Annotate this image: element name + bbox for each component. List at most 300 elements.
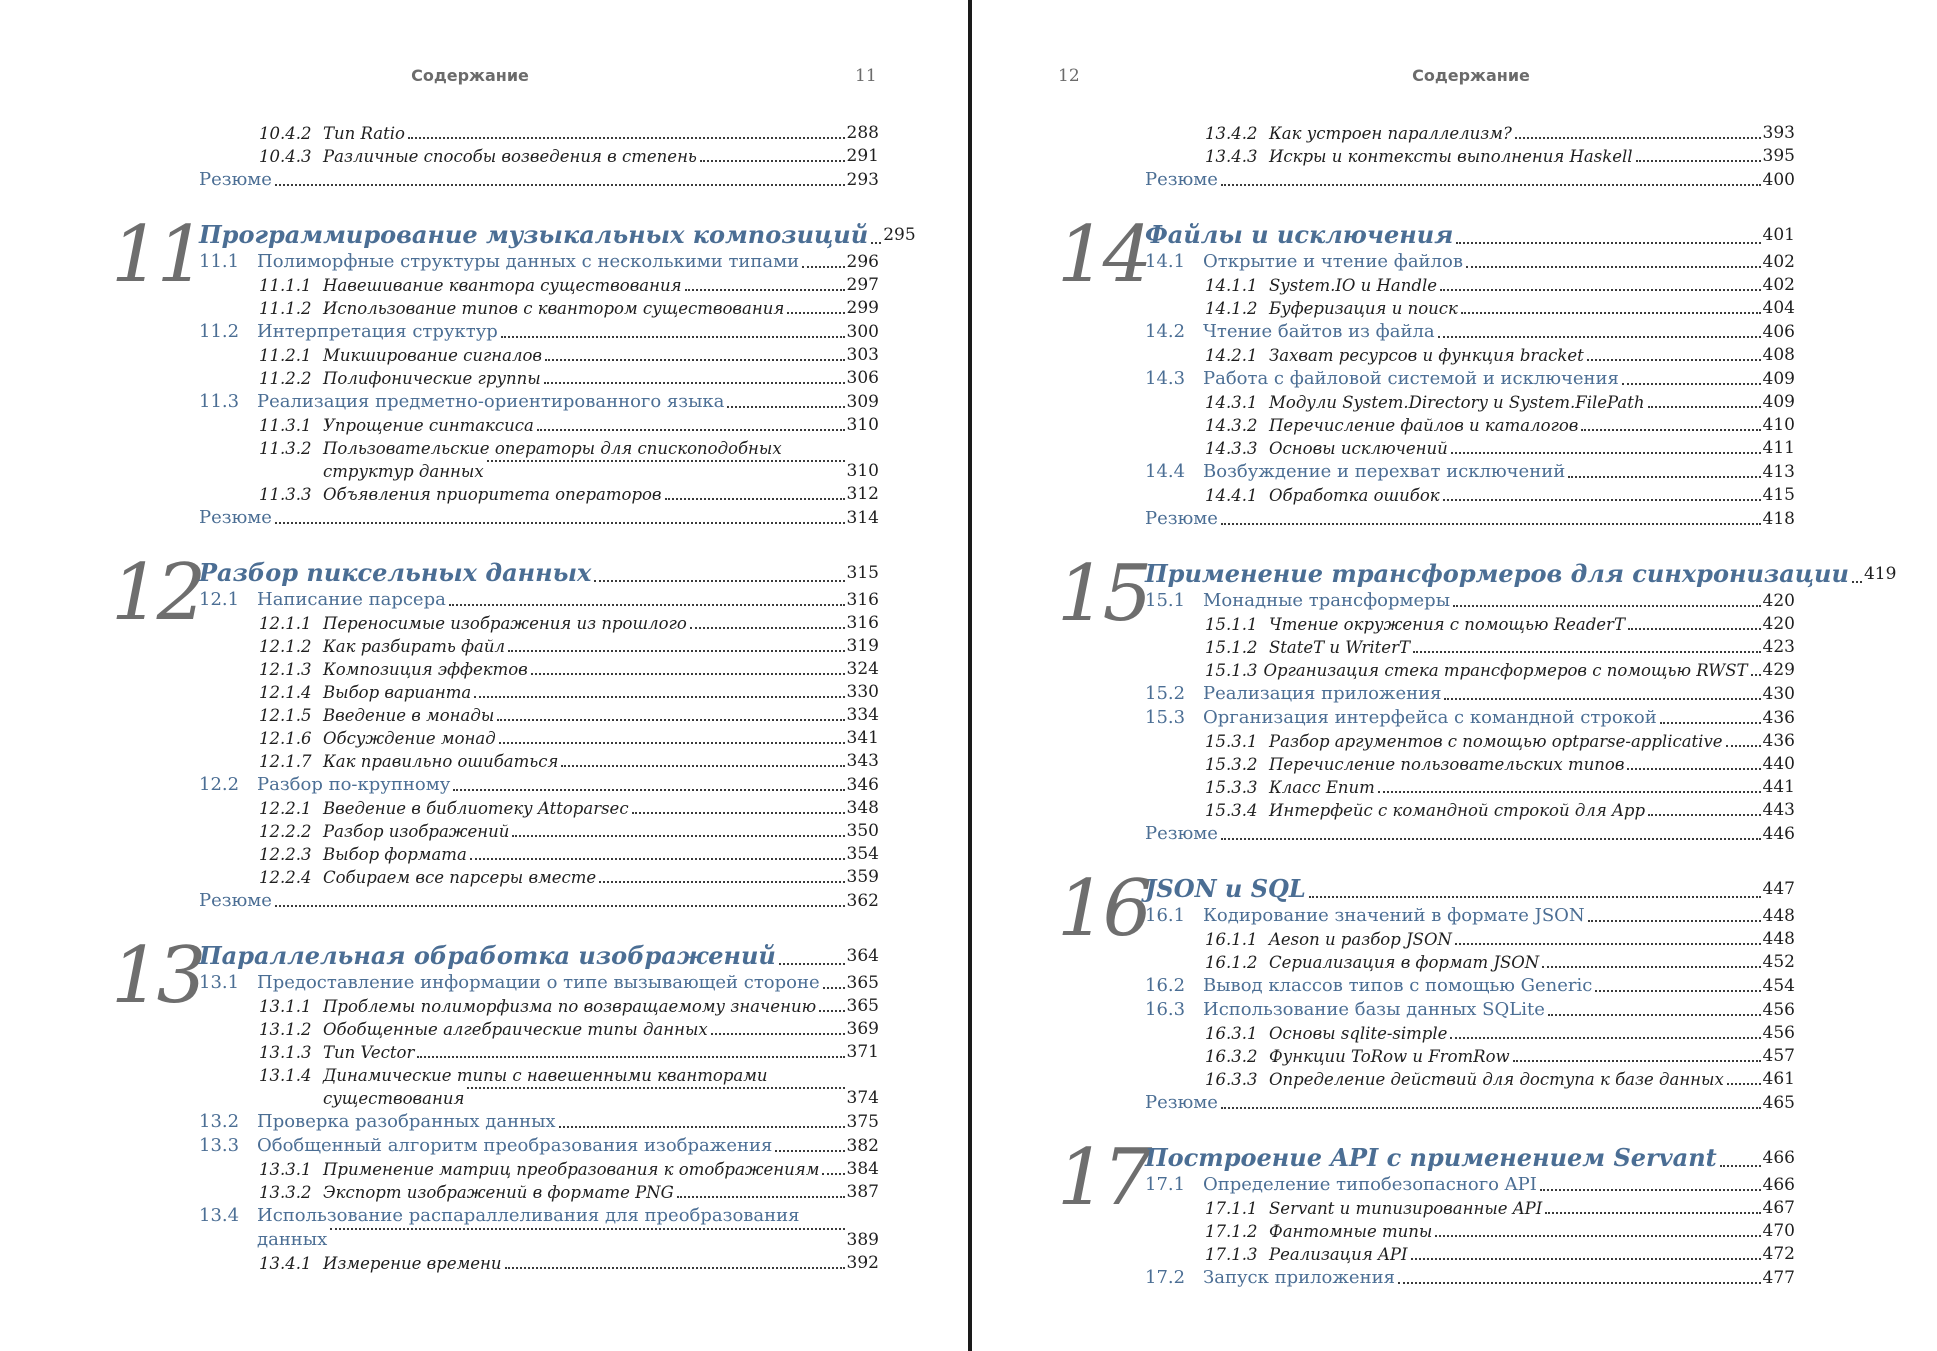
entry-number: 11.2.1 bbox=[259, 346, 312, 365]
entry-number: 12.1.7 bbox=[259, 752, 312, 771]
entry-title: Введение в монады bbox=[323, 706, 495, 725]
toc-entry-subsection[interactable] bbox=[1145, 484, 1795, 507]
entry-number: 15.1.3 bbox=[1205, 661, 1258, 680]
chapter-title[interactable] bbox=[1145, 559, 1897, 589]
dot-leader bbox=[561, 765, 844, 767]
entry-page: 359 bbox=[846, 867, 879, 887]
dot-leader bbox=[537, 429, 845, 431]
entry-page: 452 bbox=[1762, 952, 1795, 972]
entry-number: 14.4 bbox=[1145, 461, 1186, 482]
entry-page: 441 bbox=[1762, 777, 1795, 797]
entry-number: 15.2 bbox=[1145, 683, 1186, 704]
toc-entry-subsection[interactable] bbox=[1145, 636, 1795, 659]
entry-number: 13.4.2 bbox=[1205, 124, 1258, 143]
entry-title: System.IO и Handle bbox=[1269, 276, 1437, 295]
chapter-block bbox=[111, 210, 916, 530]
entry-number: 13.2 bbox=[199, 1111, 240, 1132]
table-of-contents bbox=[1057, 122, 1897, 1290]
entry-title: Проблемы полиморфизма по возвращаемому значению bbox=[323, 997, 817, 1016]
dot-leader bbox=[1648, 814, 1761, 816]
entry-title-cont: существования bbox=[323, 1089, 465, 1108]
toc-entry-subsection[interactable] bbox=[199, 1252, 879, 1275]
page-number: 12 bbox=[1058, 66, 1080, 86]
entry-number: 12.2.1 bbox=[259, 799, 312, 818]
chapter-number: 17 bbox=[1057, 1133, 1149, 1223]
entry-title: Проверка разобранных данных bbox=[257, 1111, 556, 1132]
entry-number: 17.2 bbox=[1145, 1267, 1186, 1288]
chapter-title[interactable] bbox=[1145, 874, 1795, 904]
toc-entry-summary[interactable] bbox=[199, 506, 879, 530]
entry-title: Обработка ошибок bbox=[1269, 486, 1440, 505]
entry-page: 362 bbox=[846, 891, 879, 911]
entry-page: 443 bbox=[1762, 800, 1795, 820]
toc-entry-subsection[interactable] bbox=[1145, 776, 1795, 799]
chapter-title-text: Построение API с применением Servant bbox=[1145, 1143, 1717, 1172]
entry-page: 375 bbox=[846, 1112, 879, 1132]
entry-page: 288 bbox=[846, 123, 879, 143]
toc-entry-section[interactable] bbox=[199, 773, 879, 797]
toc-entry-subsection[interactable] bbox=[199, 145, 879, 168]
toc-entry-section[interactable] bbox=[199, 1110, 879, 1134]
dot-leader bbox=[453, 789, 844, 791]
entry-page: 314 bbox=[846, 508, 879, 528]
chapter-title-text: JSON и SQL bbox=[1145, 874, 1306, 903]
toc-entry-subsection[interactable] bbox=[1145, 344, 1795, 367]
entry-title: Открытие и чтение файлов bbox=[1203, 251, 1463, 272]
toc-entry-subsection[interactable] bbox=[1145, 391, 1795, 414]
toc-entry-subsection[interactable] bbox=[199, 122, 879, 145]
entry-number: 11.2.2 bbox=[259, 369, 312, 388]
entry-title: Tun Vector bbox=[323, 1043, 415, 1062]
chapter-title[interactable] bbox=[199, 220, 916, 250]
chapter-title-text: Параллельная обработка изображений bbox=[199, 941, 776, 970]
entry-title: Резюме bbox=[199, 890, 272, 911]
entry-number: 10.4.2 bbox=[259, 124, 312, 143]
entry-title: Различные способы возведения в степень bbox=[323, 147, 697, 166]
dot-leader bbox=[467, 1087, 844, 1089]
entry-title: Разбор по-крупному bbox=[257, 774, 451, 795]
toc-entry-subsection[interactable] bbox=[1145, 414, 1795, 437]
dot-leader bbox=[1540, 1189, 1761, 1191]
entry-page: 457 bbox=[1762, 1046, 1795, 1066]
toc-entry-subsection[interactable] bbox=[199, 1018, 879, 1041]
entry-number: 15.3.2 bbox=[1205, 755, 1258, 774]
entry-page: 346 bbox=[846, 775, 879, 795]
entry-page: 472 bbox=[1762, 1244, 1795, 1264]
toc-entry-section[interactable] bbox=[199, 971, 879, 995]
dot-leader bbox=[677, 1196, 845, 1198]
entry-title: Навешивание квантора существования bbox=[323, 276, 682, 295]
dot-leader bbox=[1581, 429, 1760, 431]
toc-entry-section[interactable] bbox=[199, 320, 879, 344]
entry-number: 15.1 bbox=[1145, 590, 1186, 611]
entry-page: 310 bbox=[846, 461, 879, 481]
entry-page: 408 bbox=[1762, 345, 1795, 365]
entry-page: 316 bbox=[846, 590, 879, 610]
toc-entry-subsection[interactable] bbox=[199, 414, 879, 437]
entry-number: 12.1 bbox=[199, 589, 240, 610]
entry-title: Собираем все парсеры вместе bbox=[323, 868, 597, 887]
entry-title: Работа с файловой системой и исключения bbox=[1203, 368, 1619, 389]
entry-page: 423 bbox=[1762, 637, 1795, 657]
entry-title: Предоставление информации о типе вызывающей стороне bbox=[257, 972, 820, 993]
dot-leader bbox=[1451, 452, 1761, 454]
entry-line bbox=[259, 460, 879, 483]
toc-entry-summary[interactable] bbox=[1145, 822, 1795, 846]
dot-leader bbox=[1443, 499, 1761, 501]
toc-entry-subsection[interactable] bbox=[199, 635, 879, 658]
toc-entry-section[interactable] bbox=[1145, 460, 1795, 484]
entry-title: Обобщенные алгебраические типы данных bbox=[323, 1020, 708, 1039]
entry-title: Измерение времени bbox=[323, 1254, 502, 1273]
running-title: Содержание bbox=[1412, 66, 1530, 85]
entry-number: 11.3.3 bbox=[259, 485, 312, 504]
entry-page: 374 bbox=[846, 1088, 879, 1108]
toc-entry-section[interactable] bbox=[1145, 1266, 1795, 1290]
toc-entry-subsection[interactable] bbox=[1145, 1045, 1795, 1068]
dot-leader bbox=[499, 742, 845, 744]
toc-entry-section[interactable] bbox=[1145, 998, 1795, 1022]
entry-page: 415 bbox=[1762, 485, 1795, 505]
chapter-title-text: Разбор пиксельных данных bbox=[199, 558, 592, 587]
toc-entry-summary[interactable] bbox=[199, 168, 879, 192]
entry-number: 13.4.1 bbox=[259, 1254, 312, 1273]
entry-title: Интерпретация структур bbox=[257, 321, 498, 342]
dot-leader bbox=[819, 1010, 844, 1012]
entry-title: Захват ресурсов и функция bracket bbox=[1269, 346, 1584, 365]
toc-entry-section[interactable] bbox=[1145, 367, 1795, 391]
dot-leader bbox=[665, 498, 845, 500]
dot-leader bbox=[1727, 1083, 1761, 1085]
entry-page: 389 bbox=[846, 1230, 879, 1250]
chapter-page: 295 bbox=[883, 225, 916, 245]
toc-entry-subsection[interactable] bbox=[1145, 928, 1795, 951]
entry-title: Выбор варианта bbox=[323, 683, 472, 702]
toc-entry-subsection[interactable] bbox=[199, 483, 879, 506]
chapter-number: 13 bbox=[111, 931, 203, 1021]
dot-leader bbox=[1587, 359, 1761, 361]
toc-entry-subsection[interactable] bbox=[1145, 122, 1795, 145]
entry-page: 395 bbox=[1762, 146, 1795, 166]
entry-page: 409 bbox=[1762, 392, 1795, 412]
entry-title: Интерфейс с командной строкой для App bbox=[1269, 801, 1646, 820]
dot-leader bbox=[1440, 289, 1761, 291]
dot-leader bbox=[1852, 581, 1862, 583]
entry-page: 303 bbox=[846, 345, 879, 365]
entry-page: 402 bbox=[1762, 275, 1795, 295]
dot-leader bbox=[1438, 336, 1761, 338]
toc-entry-section[interactable] bbox=[199, 390, 879, 414]
toc-entry-subsection[interactable] bbox=[199, 681, 879, 704]
entry-page: 420 bbox=[1762, 614, 1795, 634]
toc-entry-section[interactable] bbox=[1145, 250, 1795, 274]
entry-page: 400 bbox=[1762, 170, 1795, 190]
entry-page: 418 bbox=[1762, 509, 1795, 529]
entry-title: Применение матриц преобразования к отображениям bbox=[323, 1160, 820, 1179]
toc-entry-subsection[interactable] bbox=[199, 437, 879, 483]
dot-leader bbox=[408, 137, 845, 139]
entry-number: 14.2 bbox=[1145, 321, 1186, 342]
toc-entry-subsection[interactable] bbox=[199, 704, 879, 727]
toc-entry-subsection[interactable] bbox=[199, 995, 879, 1018]
entry-line bbox=[259, 1087, 879, 1110]
entry-title: Резюме bbox=[1145, 508, 1218, 529]
dot-leader bbox=[1720, 1165, 1761, 1167]
running-title: Содержание bbox=[411, 66, 529, 85]
toc-entry-subsection[interactable] bbox=[199, 727, 879, 750]
dot-leader bbox=[474, 696, 844, 698]
entry-number: 11.1.1 bbox=[259, 276, 312, 295]
dot-leader bbox=[1411, 1258, 1761, 1260]
toc-entry-summary[interactable] bbox=[1145, 168, 1795, 192]
entry-number: 16.1 bbox=[1145, 905, 1186, 926]
toc-entry-subsection[interactable] bbox=[1145, 659, 1795, 682]
chapter-title[interactable] bbox=[1145, 1143, 1795, 1173]
entry-title: Организация интерфейса с командной строкой bbox=[1203, 707, 1657, 728]
dot-leader bbox=[1221, 523, 1761, 525]
chapter-number: 11 bbox=[111, 210, 203, 300]
toc-entry-subsection[interactable] bbox=[199, 297, 879, 320]
entry-number: 12.2.4 bbox=[259, 868, 312, 887]
toc-entry-subsection[interactable] bbox=[199, 1064, 879, 1110]
entry-number: 17.1.2 bbox=[1205, 1222, 1258, 1241]
entry-page: 436 bbox=[1762, 708, 1795, 728]
entry-title: Модули System.Directory и System.FilePath bbox=[1269, 393, 1645, 412]
toc-entry-subsection[interactable] bbox=[1145, 1197, 1795, 1220]
entry-page: 461 bbox=[1762, 1069, 1795, 1089]
entry-number: 15.3 bbox=[1145, 707, 1186, 728]
entry-number: 11.1 bbox=[199, 251, 240, 272]
entry-number: 13.1.3 bbox=[259, 1043, 312, 1062]
chapter-block bbox=[1057, 864, 1795, 1115]
dot-leader bbox=[544, 382, 845, 384]
toc-entry-subsection[interactable] bbox=[1145, 730, 1795, 753]
dot-leader bbox=[1461, 312, 1761, 314]
toc-entry-subsection[interactable] bbox=[1145, 753, 1795, 776]
dot-leader bbox=[1588, 920, 1761, 922]
entry-title: Резюме bbox=[199, 169, 272, 190]
toc-entry-section[interactable] bbox=[199, 1204, 879, 1252]
entry-title: Переносимые изображения из прошлого bbox=[323, 614, 687, 633]
entry-number: 14.1.2 bbox=[1205, 299, 1258, 318]
toc-entry-section[interactable] bbox=[1145, 904, 1795, 928]
toc-entry-subsection[interactable] bbox=[199, 820, 879, 843]
entry-title: Кодирование значений в формате JSON bbox=[1203, 905, 1585, 926]
entry-page: 384 bbox=[846, 1159, 879, 1179]
dot-leader bbox=[787, 312, 844, 314]
entry-title: Как устроен параллелизм? bbox=[1269, 124, 1512, 143]
toc-entry-subsection[interactable] bbox=[199, 274, 879, 297]
toc-entry-subsection[interactable] bbox=[1145, 1022, 1795, 1045]
dot-leader bbox=[449, 604, 845, 606]
chapter-title-text: Файлы и исключения bbox=[1145, 220, 1454, 249]
toc-entry-subsection[interactable] bbox=[199, 1181, 879, 1204]
toc-entry-subsection[interactable] bbox=[199, 612, 879, 635]
entry-title: Экспорт изображений в формате PNG bbox=[323, 1183, 674, 1202]
entry-number: 11.2 bbox=[199, 321, 240, 342]
chapter-page: 364 bbox=[846, 946, 879, 966]
toc-entry-subsection[interactable] bbox=[199, 750, 879, 773]
chapter-title[interactable] bbox=[199, 558, 879, 588]
entry-title: Резюме bbox=[1145, 1092, 1218, 1113]
entry-title: Tun Ratio bbox=[323, 124, 405, 143]
entry-number: 14.1.1 bbox=[1205, 276, 1258, 295]
entry-number: 14.3.2 bbox=[1205, 416, 1258, 435]
entry-page: 448 bbox=[1762, 929, 1795, 949]
toc-entry-summary[interactable] bbox=[1145, 507, 1795, 531]
toc-entry-section[interactable] bbox=[1145, 320, 1795, 344]
chapter-number: 15 bbox=[1057, 549, 1149, 639]
dot-leader bbox=[1751, 674, 1761, 676]
toc-entry-section[interactable] bbox=[1145, 682, 1795, 706]
entry-title: Резюме bbox=[1145, 823, 1218, 844]
toc-entry-subsection[interactable] bbox=[199, 843, 879, 866]
entry-number: 16.3.2 bbox=[1205, 1047, 1258, 1066]
toc-entry-subsection[interactable] bbox=[1145, 145, 1795, 168]
toc-entry-subsection[interactable] bbox=[1145, 274, 1795, 297]
dot-leader bbox=[871, 242, 881, 244]
entry-page: 324 bbox=[846, 659, 879, 679]
dot-leader bbox=[711, 1033, 845, 1035]
entry-page: 456 bbox=[1762, 1023, 1795, 1043]
entry-page: 440 bbox=[1762, 754, 1795, 774]
dot-leader bbox=[823, 987, 845, 989]
entry-page: 296 bbox=[846, 252, 879, 272]
entry-page: 413 bbox=[1762, 462, 1795, 482]
dot-leader bbox=[599, 881, 844, 883]
dot-leader bbox=[1545, 1212, 1760, 1214]
chapter-title[interactable] bbox=[1145, 220, 1795, 250]
entry-title: Пользовательские операторы для спископодобных bbox=[323, 439, 782, 458]
entry-number: 15.1.2 bbox=[1205, 638, 1258, 657]
toc-entry-summary[interactable] bbox=[199, 889, 879, 913]
entry-title: Возбуждение и перехват исключений bbox=[1203, 461, 1566, 482]
toc-entry-subsection[interactable] bbox=[1145, 613, 1795, 636]
entry-number: 11.3.1 bbox=[259, 416, 312, 435]
dot-leader bbox=[822, 1173, 844, 1175]
entry-number: 16.1.1 bbox=[1205, 930, 1258, 949]
entry-number: 15.3.4 bbox=[1205, 801, 1258, 820]
entry-title: Объявления приоритета операторов bbox=[323, 485, 662, 504]
entry-page: 393 bbox=[1762, 123, 1795, 143]
toc-entry-section[interactable] bbox=[199, 1134, 879, 1158]
dot-leader bbox=[775, 1150, 844, 1152]
entry-page: 430 bbox=[1762, 684, 1795, 704]
entry-number: 15.3.3 bbox=[1205, 778, 1258, 797]
entry-number: 11.1.2 bbox=[259, 299, 312, 318]
dot-leader bbox=[632, 812, 845, 814]
dot-leader bbox=[1595, 990, 1760, 992]
entry-line bbox=[259, 437, 879, 460]
entry-title: Сериализация в формат JSON bbox=[1269, 953, 1540, 972]
entry-number: 12.1.1 bbox=[259, 614, 312, 633]
toc-entry-summary[interactable] bbox=[1145, 1091, 1795, 1115]
dot-leader bbox=[779, 963, 845, 965]
toc-entry-subsection[interactable] bbox=[199, 1041, 879, 1064]
toc-entry-subsection[interactable] bbox=[1145, 1243, 1795, 1266]
entry-title: Организация стека трансформеров с помощью RWST bbox=[1263, 661, 1748, 680]
dot-leader bbox=[1542, 966, 1760, 968]
chapter-number: 12 bbox=[111, 548, 203, 638]
entry-title: Использование типов с квантором существования bbox=[323, 299, 785, 318]
entry-page: 365 bbox=[846, 996, 879, 1016]
toc-entry-subsection[interactable] bbox=[1145, 1220, 1795, 1243]
chapter-block bbox=[111, 548, 879, 913]
dot-leader bbox=[802, 266, 844, 268]
dot-leader bbox=[487, 460, 845, 462]
entry-number: 13.3 bbox=[199, 1135, 240, 1156]
dot-leader bbox=[1309, 896, 1761, 898]
entry-title: Определение действий для доступа к базе данных bbox=[1269, 1070, 1724, 1089]
toc-entry-subsection[interactable] bbox=[199, 866, 879, 889]
dot-leader bbox=[1513, 1060, 1761, 1062]
entry-page: 411 bbox=[1762, 438, 1795, 458]
toc-entry-subsection[interactable] bbox=[199, 367, 879, 390]
entry-page: 330 bbox=[846, 682, 879, 702]
entry-page: 406 bbox=[1762, 322, 1795, 342]
entry-page: 392 bbox=[846, 1253, 879, 1273]
chapter-block bbox=[1057, 210, 1795, 531]
dot-leader bbox=[545, 359, 845, 361]
toc-entry-subsection[interactable] bbox=[1145, 437, 1795, 460]
toc-entry-section[interactable] bbox=[199, 250, 879, 274]
dot-leader bbox=[1221, 1107, 1761, 1109]
entry-number: 16.3 bbox=[1145, 999, 1186, 1020]
entry-title: Реализация API bbox=[1269, 1245, 1408, 1264]
toc-entry-subsection[interactable] bbox=[199, 1158, 879, 1181]
entry-page: 299 bbox=[846, 298, 879, 318]
entry-page: 420 bbox=[1762, 591, 1795, 611]
dot-leader bbox=[685, 289, 845, 291]
toc-entry-subsection[interactable] bbox=[1145, 799, 1795, 822]
toc-entry-subsection[interactable] bbox=[199, 797, 879, 820]
chapter-title[interactable] bbox=[199, 941, 879, 971]
entry-page: 369 bbox=[846, 1019, 879, 1039]
toc-entry-subsection[interactable] bbox=[199, 658, 879, 681]
entry-title: Искры и контексты выполнения Haskell bbox=[1269, 147, 1633, 166]
entry-page: 402 bbox=[1762, 252, 1795, 272]
toc-entry-subsection[interactable] bbox=[1145, 951, 1795, 974]
entry-number: 13.3.2 bbox=[259, 1183, 312, 1202]
toc-entry-section[interactable] bbox=[1145, 589, 1795, 613]
toc-entry-subsection[interactable] bbox=[199, 344, 879, 367]
toc-entry-section[interactable] bbox=[1145, 974, 1795, 998]
entry-page: 306 bbox=[846, 368, 879, 388]
entry-page: 466 bbox=[1762, 1175, 1795, 1195]
dot-leader bbox=[1628, 628, 1761, 630]
left-page bbox=[0, 0, 968, 1351]
entry-number: 16.3.1 bbox=[1205, 1024, 1258, 1043]
entry-page: 448 bbox=[1762, 906, 1795, 926]
entry-line bbox=[259, 1064, 879, 1087]
toc-entry-section[interactable] bbox=[1145, 1173, 1795, 1197]
toc-entry-subsection[interactable] bbox=[1145, 297, 1795, 320]
entry-number: 16.3.3 bbox=[1205, 1070, 1258, 1089]
entry-number: 14.1 bbox=[1145, 251, 1186, 272]
entry-title: Фантомные типы bbox=[1269, 1222, 1433, 1241]
toc-entry-section[interactable] bbox=[1145, 706, 1795, 730]
toc-entry-subsection[interactable] bbox=[1145, 1068, 1795, 1091]
entry-number: 16.2 bbox=[1145, 975, 1186, 996]
entry-title: Перечисление пользовательских типов bbox=[1269, 755, 1625, 774]
dot-leader bbox=[1568, 476, 1760, 478]
entry-page: 293 bbox=[846, 170, 879, 190]
entry-line bbox=[199, 1204, 879, 1228]
entry-title: Динамические типы с навешенными кванторами bbox=[323, 1066, 768, 1085]
entry-number: 14.3 bbox=[1145, 368, 1186, 389]
toc-entry-section[interactable] bbox=[199, 588, 879, 612]
entry-title: Использование базы данных SQLite bbox=[1203, 999, 1545, 1020]
